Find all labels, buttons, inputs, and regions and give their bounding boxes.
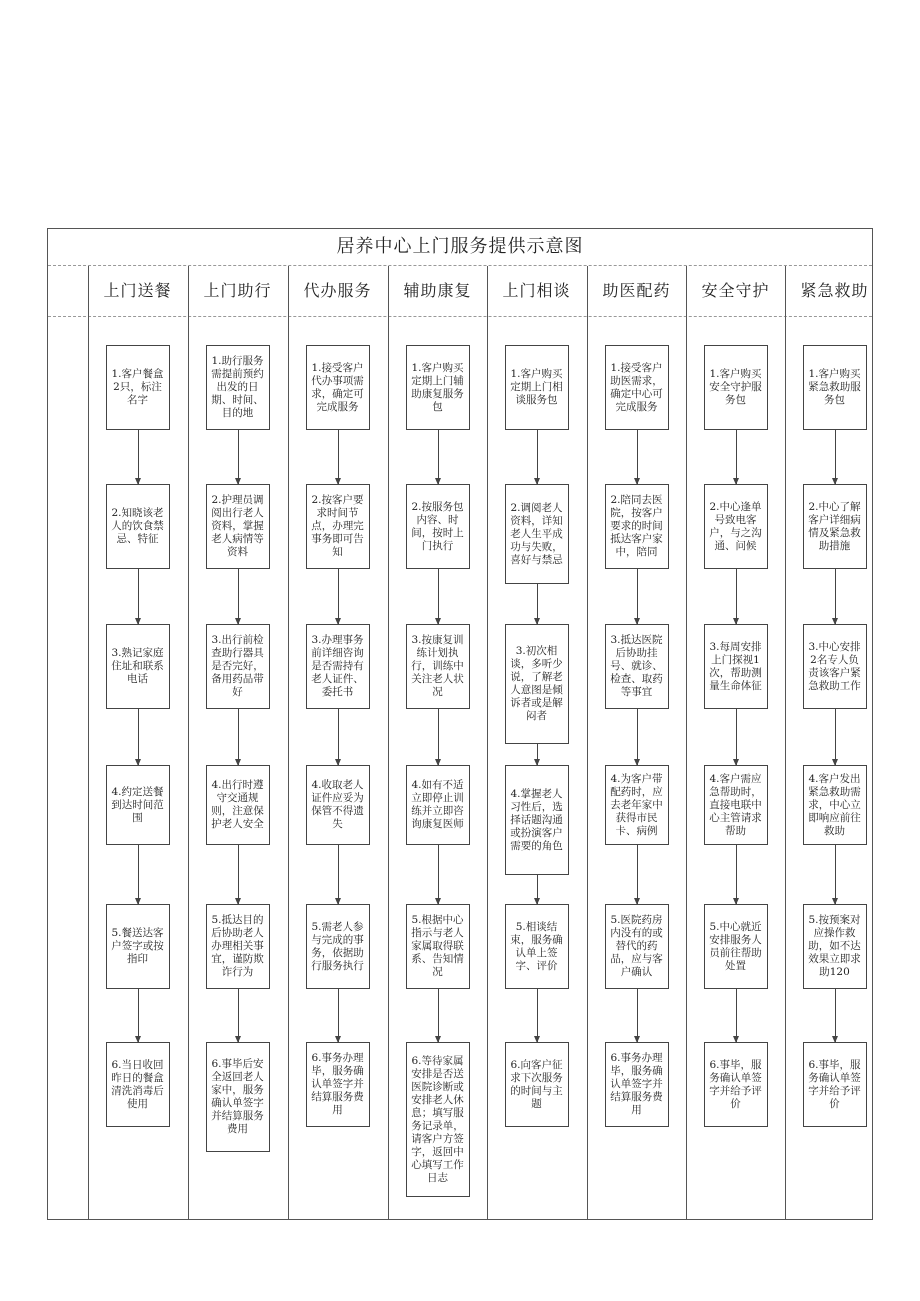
step-box: 2.护理员调阅出行老人资料，掌握老人病情等资料 <box>206 484 270 569</box>
step-box: 2.知晓该老人的饮食禁忌、特征 <box>106 484 170 569</box>
step-box: 5.餐送达客户签字或按指印 <box>106 904 170 989</box>
flow-arrow <box>438 430 439 484</box>
step-box: 4.出行时遵守交通规则，注意保护老人安全 <box>206 765 270 845</box>
step-box: 6.等待家属安排是否送医院诊断或安排老人休息；填写服务记录单，请客户方签字，返回中心填写工作日志 <box>406 1042 470 1197</box>
flow-arrow <box>835 845 836 904</box>
step-box: 4.如有不适立即停止训练并立即咨询康复医师 <box>406 765 470 845</box>
step-box: 3.熟记家庭住址和联系电话 <box>106 624 170 709</box>
flow-arrow <box>138 430 139 484</box>
flow-arrow <box>637 845 638 904</box>
step-box: 5.抵达目的后协助老人办理相关事宜，谨防欺诈行为 <box>206 904 270 989</box>
column-separator <box>288 266 289 1220</box>
step-box: 1.客户餐盒2只，标注名字 <box>106 345 170 430</box>
column-header: 上门相谈 <box>502 281 571 300</box>
step-box: 1.客户购买定期上门相谈服务包 <box>505 345 569 430</box>
column-header: 安全守护 <box>701 281 770 300</box>
flow-arrow <box>238 569 239 624</box>
step-box: 6.事务办理毕，服务确认单签字并结算服务费用 <box>306 1042 370 1127</box>
diagram-title: 居养中心上门服务提供示意图 <box>336 236 584 257</box>
step-box: 2.按客户要求时间节点，办理完事务即可告知 <box>306 484 370 569</box>
step-box: 6.当日收回昨日的餐盒清洗消毒后使用 <box>106 1042 170 1127</box>
step-box: 1.客户购买定期上门辅助康复服务包 <box>406 345 470 430</box>
flow-arrow <box>338 845 339 904</box>
header-divider <box>48 316 872 317</box>
column-separator <box>388 266 389 1220</box>
flow-arrow <box>736 989 737 1042</box>
step-box: 4.约定送餐到达时间范围 <box>106 765 170 845</box>
flow-arrow <box>238 430 239 484</box>
flow-arrow <box>238 845 239 904</box>
column-separator <box>785 266 786 1220</box>
flow-arrow <box>338 709 339 765</box>
flow-arrow <box>537 875 538 904</box>
column-header: 紧急救助 <box>800 281 869 300</box>
step-box: 3.按康复训练计划执行，训练中关注老人状况 <box>406 624 470 709</box>
flow-arrow <box>835 569 836 624</box>
step-box: 6.事毕后安全返回老人家中，服务确认单签字并结算服务费用 <box>206 1042 270 1152</box>
flow-arrow <box>736 845 737 904</box>
flow-arrow <box>835 709 836 765</box>
step-box: 3.出行前检查助行器具是否完好，备用药品带好 <box>206 624 270 709</box>
step-box: 3.初次相谈，多听少说，了解老人意图是倾诉者或是解闷者 <box>505 624 569 744</box>
flow-arrow <box>438 989 439 1042</box>
flow-arrow <box>338 430 339 484</box>
column-separator <box>587 266 588 1220</box>
flow-arrow <box>736 569 737 624</box>
step-box: 3.抵达医院后协助挂号、就诊、检查、取药等事宜 <box>605 624 669 709</box>
column-separator <box>188 266 189 1220</box>
flow-arrow <box>338 569 339 624</box>
flow-arrow <box>537 584 538 624</box>
step-box: 1.客户购买紧急救助服务包 <box>803 345 867 430</box>
step-box: 1.接受客户助医需求，确定中心可完成服务 <box>605 345 669 430</box>
column-header: 上门助行 <box>203 281 272 300</box>
step-box: 6.事毕，服务确认单签字并给予评价 <box>803 1042 867 1127</box>
flow-arrow <box>537 430 538 484</box>
flow-arrow <box>138 569 139 624</box>
column-separator <box>686 266 687 1220</box>
step-box: 3.办理事务前详细咨询是否需持有老人证件、委托书 <box>306 624 370 709</box>
flow-arrow <box>238 709 239 765</box>
step-box: 1.接受客户代办事项需求，确定可完成服务 <box>306 345 370 430</box>
step-box: 4.客户发出紧急救助需求，中心立即响应前往救助 <box>803 765 867 845</box>
flow-arrow <box>637 989 638 1042</box>
step-box: 5.需老人参与完成的事务，依据助行服务执行 <box>306 904 370 989</box>
step-box: 2.按服务包内容、时间，按时上门执行 <box>406 484 470 569</box>
step-box: 5.按预案对应操作救助，如不达效果立即求助120 <box>803 904 867 989</box>
flow-arrow <box>338 989 339 1042</box>
column-separator <box>487 266 488 1220</box>
flow-arrow <box>637 569 638 624</box>
flow-arrow <box>537 989 538 1042</box>
flow-arrow <box>637 430 638 484</box>
step-box: 2.中心了解客户详细病情及紧急救助措施 <box>803 484 867 569</box>
step-box: 1.客户购买安全守护服务包 <box>704 345 768 430</box>
step-box: 5.根据中心指示与老人家属取得联系、告知情况 <box>406 904 470 989</box>
flow-arrow <box>637 709 638 765</box>
flow-arrow <box>537 744 538 765</box>
flow-arrow <box>835 989 836 1042</box>
step-box: 4.客户需应急帮助时，直接电联中心主管请求帮助 <box>704 765 768 845</box>
step-box: 6.事毕，服务确认单签字并给予评价 <box>704 1042 768 1127</box>
step-box: 2.调阅老人资料，详知老人生平成功与失败，喜好与禁忌 <box>505 484 569 584</box>
step-box: 5.医院药房内没有的或替代的药品，应与客户确认 <box>605 904 669 989</box>
column-separator <box>88 266 89 1220</box>
column-header: 辅助康复 <box>403 281 472 300</box>
column-header: 上门送餐 <box>103 281 172 300</box>
step-box: 6.向客户征求下次服务的时间与主题 <box>505 1042 569 1127</box>
flow-arrow <box>835 430 836 484</box>
flow-arrow <box>138 989 139 1042</box>
flow-arrow <box>138 709 139 765</box>
flow-arrow <box>138 845 139 904</box>
step-box: 2.中心逢单号致电客户，与之沟通、问候 <box>704 484 768 569</box>
flow-arrow <box>736 709 737 765</box>
flow-arrow <box>438 569 439 624</box>
step-box: 1.助行服务需提前预约出发的日期、时间、目的地 <box>206 345 270 430</box>
step-box: 5.中心就近安排服务人员前往帮助处置 <box>704 904 768 989</box>
flow-arrow <box>438 709 439 765</box>
step-box: 5.相谈结束，服务确认单上签字、评价 <box>505 904 569 989</box>
flow-arrow <box>736 430 737 484</box>
flow-arrow <box>438 845 439 904</box>
flow-arrow <box>238 989 239 1042</box>
step-box: 3.中心安排2名专人负责该客户紧急救助工作 <box>803 624 867 709</box>
column-header: 助医配药 <box>602 281 671 300</box>
step-box: 4.掌握老人习性后，选择话题沟通或扮演客户需要的角色 <box>505 765 569 875</box>
step-box: 4.收取老人证件应妥为保管不得遗失 <box>306 765 370 845</box>
step-box: 4.为客户带配药时，应去老年家中获得市民卡、病例 <box>605 765 669 845</box>
step-box: 6.事务办理毕，服务确认单签字并结算服务费用 <box>605 1042 669 1127</box>
step-box: 2.陪同去医院，按客户要求的时间抵达客户家中，陪同 <box>605 484 669 569</box>
column-header: 代办服务 <box>303 281 372 300</box>
step-box: 3.每周安排上门探视1次，帮助测量生命体征 <box>704 624 768 709</box>
